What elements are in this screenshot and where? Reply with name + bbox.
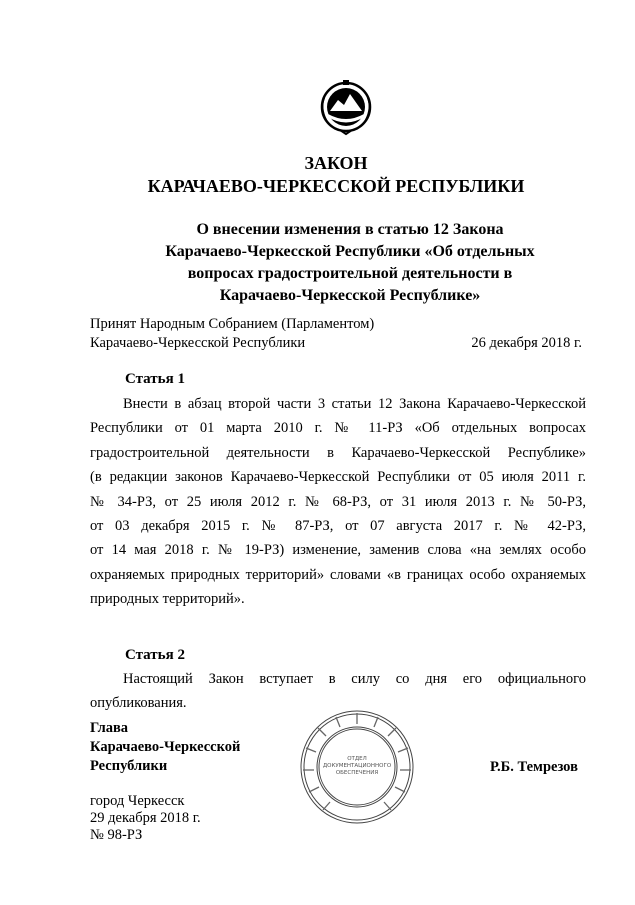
signer-name: Р.Б. Темрезов [490, 759, 578, 775]
svg-text:ОБЕСПЕЧЕНИЯ: ОБЕСПЕЧЕНИЯ [335, 770, 379, 776]
text-line: от 14 мая 2018 г. № 19-РЗ) изменение, заменив слова «на землях особо [90, 542, 586, 559]
text-line: опубликования. [90, 695, 187, 712]
republic-title: КАРАЧАЕВО-ЧЕРКЕССКОЙ РЕСПУБЛИКИ [147, 176, 525, 196]
subtitle-line: О внесении изменения в статью 12 Закона [196, 221, 504, 238]
adopted-by-line: Принят Народным Собранием (Парламентом) [90, 316, 375, 332]
svg-text:ОТДЕЛ: ОТДЕЛ [347, 756, 367, 762]
svg-text:ДОКУМЕНТАЦИОННОГО: ДОКУМЕНТАЦИОННОГО [322, 763, 392, 769]
law-number: № 98-РЗ [90, 827, 143, 843]
city: город Черкесск [90, 793, 185, 809]
text-line: охраняемых природных территорий» словами «в границах особо охраняемых [90, 566, 586, 583]
law-subtitle [140, 219, 560, 307]
text-line: природных территорий». [90, 591, 245, 608]
text-line: № 34-РЗ, от 25 июля 2012 г. № 68-РЗ, от 31 июля 2013 г. № 50-РЗ, [90, 493, 586, 510]
text-line: Республики от 01 марта 2010 г. № 11-РЗ «Об отдельных вопросах [90, 420, 586, 437]
signing-date: 29 декабря 2018 г. [90, 810, 201, 826]
text-line: от 03 декабря 2015 г. № 87-РЗ, от 07 августа 2017 г. № 42-РЗ, [90, 517, 586, 534]
subtitle-line: вопросах градостроительной деятельности в [187, 265, 513, 282]
place-date-block [90, 793, 201, 844]
signature-title-line: Республики [90, 758, 168, 774]
coat-of-arms-emblem [318, 78, 374, 136]
signature-title [90, 719, 240, 776]
text-line: (в редакции законов Карачаево-Черкесской Республики от 05 июля 2011 г. [90, 469, 586, 486]
adoption-block [90, 315, 590, 353]
law-title: ЗАКОН [304, 153, 368, 173]
subtitle-line: Карачаево-Черкесской Республики «Об отдельных [165, 243, 535, 260]
text-line: Настоящий Закон вступает в силу со дня его официального [123, 671, 586, 687]
text-line: Внести в абзац второй части 3 статьи 12 Закона Карачаево-Черкесской [123, 396, 586, 412]
adoption-date: 26 декабря 2018 г. [471, 335, 582, 351]
text-line: градостроительной деятельности в Карачаево-Черкесской Республике» [90, 444, 586, 461]
article-1-heading: Статья 1 [125, 371, 185, 387]
official-seal-stamp [298, 708, 416, 826]
adopted-republic-line: Карачаево-Черкесской Республики [90, 335, 306, 351]
signature-title-line: Глава [90, 720, 129, 736]
article-2-heading: Статья 2 [125, 647, 185, 663]
signature-title-line: Карачаево-Черкесской [90, 739, 241, 755]
subtitle-line: Карачаево-Черкесской Республике» [219, 287, 481, 304]
article-1-text [90, 392, 586, 612]
